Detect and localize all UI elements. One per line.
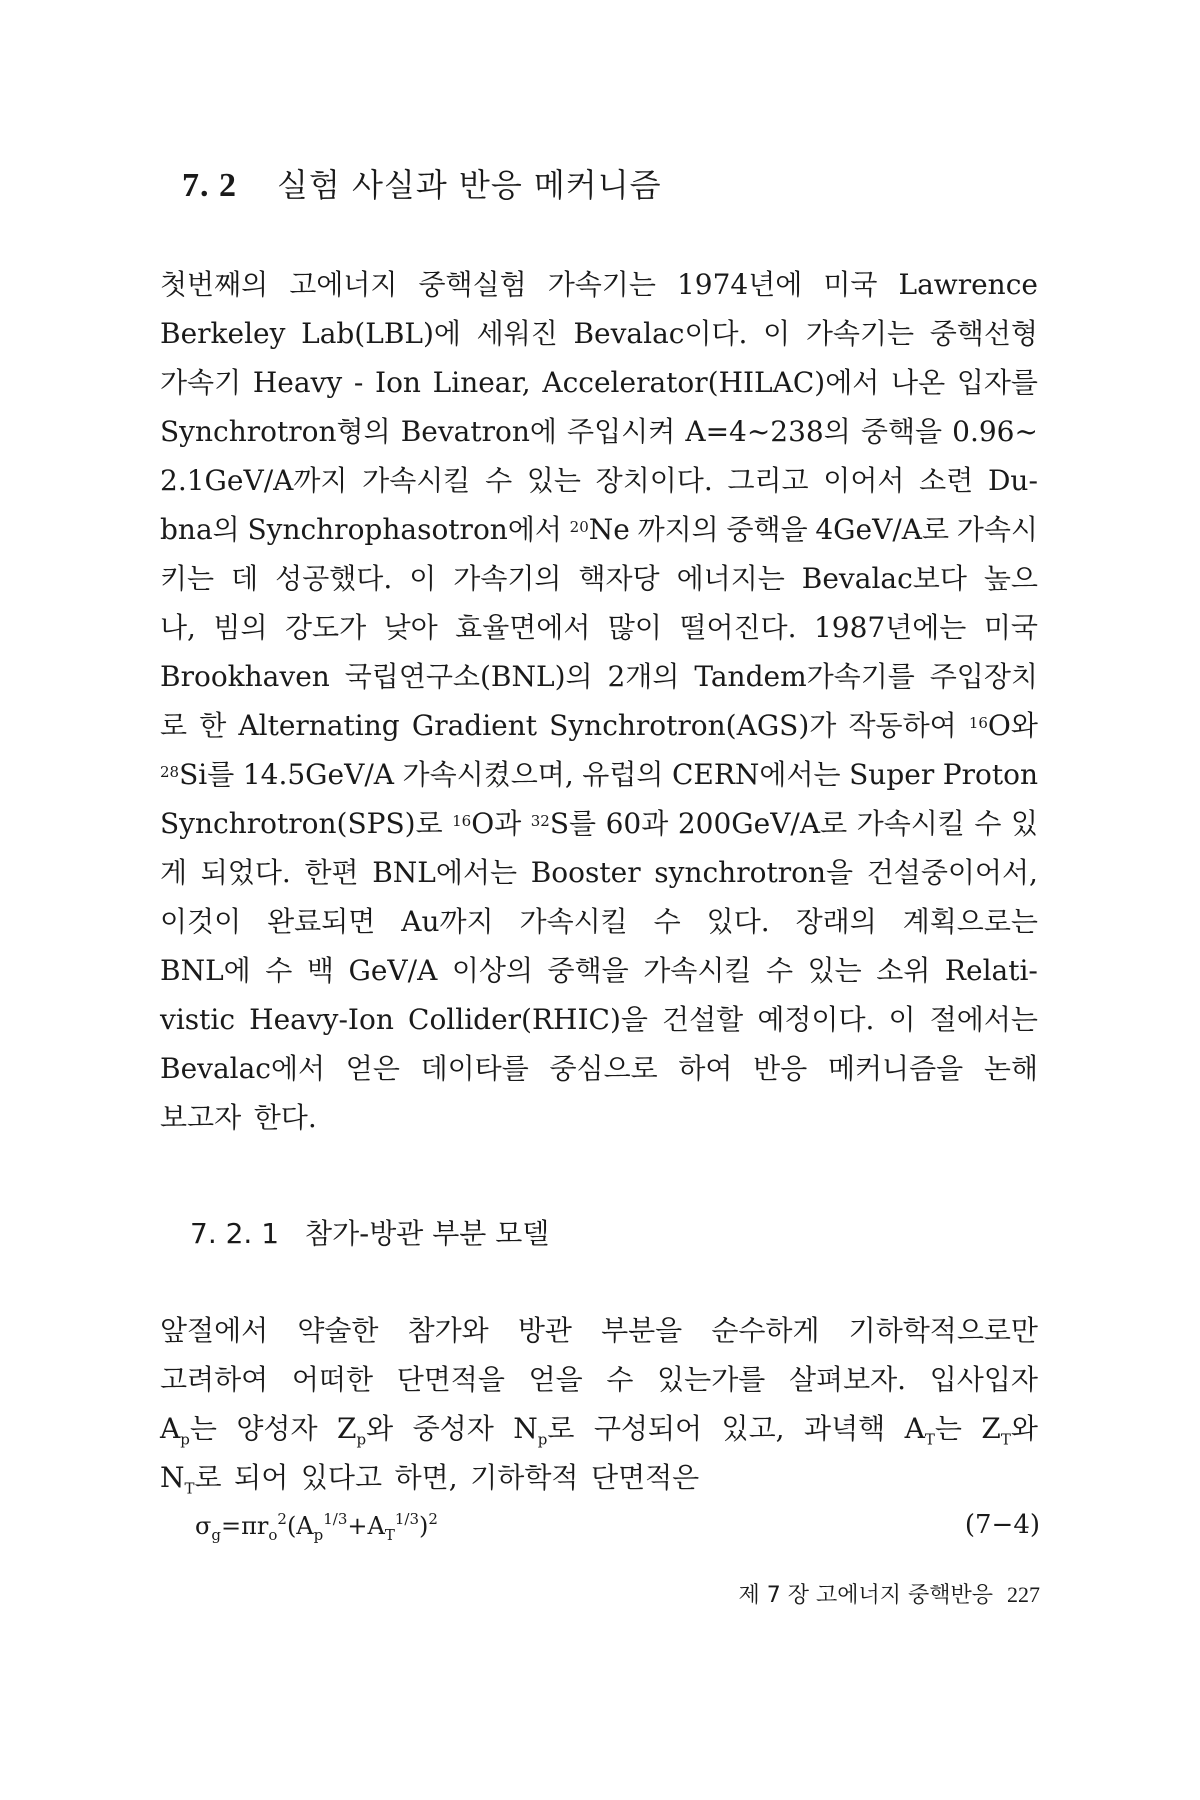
page-number: 227 <box>1007 1582 1040 1607</box>
subsection-number: 7. 2. 1 <box>190 1217 280 1250</box>
paragraph-geometric-cross-section <box>160 1306 1038 1502</box>
page-footer <box>739 1578 1041 1609</box>
text-line: 로 한 Alternating Gradient Synchrotron(AGS)가 작동하여 $^{16}$O와 <box>160 709 1038 742</box>
chapter-label: 제 7 장 고에너지 중핵반응 <box>738 1583 993 1608</box>
section-number: 7. 2 <box>182 167 237 204</box>
section-title: 실험 사실과 반응 메커니즘 <box>277 166 662 204</box>
text-line: Synchrotron형의 Bevatron에 주입시켜 A=4~238의 중핵을 0.96~ <box>160 415 1038 448</box>
paragraph-accelerators <box>160 260 1038 1142</box>
equation-7-4: $\sigma_g=\pi r_o^2(A_p^{1/3}+A_T^{1/3})^2$ <box>195 1510 438 1544</box>
text-line: 첫번째의 고에너지 중핵실험 가속기는 1974년에 미국 Lawrence <box>160 268 1038 301</box>
text-line: BNL에 수 백 GeV/A 이상의 중핵을 가속시킬 수 있는 소위 Relati- <box>160 954 1038 987</box>
section-heading <box>182 160 662 206</box>
text-line: 2.1GeV/A까지 가속시킬 수 있는 장치이다. 그리고 이어서 소련 Du- <box>160 464 1038 497</box>
text-line: $A_p$는 양성자 $Z_p$와 중성자 $N_p$로 구성되어 있고, 과녁핵 $A_T$는 $Z_T$와 <box>160 1412 1038 1449</box>
text-line: 가속기 Heavy - Ion Linear, Accelerator(HILAC)에서 나온 입자를 <box>160 366 1038 399</box>
text-line: Bevalac에서 얻은 데이타를 중심으로 하여 반응 메커니즘을 논해 <box>160 1052 1038 1085</box>
text-line: 키는 데 성공했다. 이 가속기의 핵자당 에너지는 Bevalac보다 높으 <box>160 562 1038 595</box>
text-line: 게 되었다. 한편 BNL에서는 Booster synchrotron을 건설중이어서, <box>160 856 1038 889</box>
equation-number: (7−4) <box>964 1510 1040 1540</box>
subsection-title: 참가-방관 부분 모델 <box>305 1217 550 1250</box>
text-line: bna의 Synchrophasotron에서 $^{20}$Ne 까지의 중핵을 4GeV/A로 가속시 <box>160 513 1038 546</box>
text-line: vistic Heavy-Ion Collider(RHIC)을 건설할 예정이다. 이 절에서는 <box>160 1003 1038 1036</box>
text-line: Berkeley Lab(LBL)에 세워진 Bevalac이다. 이 가속기는 중핵선형 <box>160 317 1038 350</box>
text-line: $^{28}$Si를 14.5GeV/A 가속시켰으며, 유럽의 CERN에서는 Super Proton <box>160 758 1038 791</box>
text-line: $N_T$로 되어 있다고 하면, 기하학적 단면적은 <box>160 1461 700 1498</box>
text-line: Brookhaven 국립연구소(BNL)의 2개의 Tandem가속기를 주입장치 <box>160 660 1038 693</box>
text-line: Synchrotron(SPS)로 $^{16}$O과 $^{32}$S를 60과 200GeV/A로 가속시킬 수 있 <box>160 807 1038 840</box>
subsection-heading <box>190 1212 549 1252</box>
text-line: 보고자 한다. <box>160 1101 317 1134</box>
text-line: 나, 빔의 강도가 낮아 효율면에서 많이 떨어진다. 1987년에는 미국 <box>160 611 1038 644</box>
text-line: 앞절에서 약술한 참가와 방관 부분을 순수하게 기하학적으로만 <box>160 1314 1038 1347</box>
text-line: 이것이 완료되면 Au까지 가속시킬 수 있다. 장래의 계획으로는 <box>160 905 1038 938</box>
text-line: 고려하여 어떠한 단면적을 얻을 수 있는가를 살펴보자. 입사입자 <box>160 1363 1038 1396</box>
